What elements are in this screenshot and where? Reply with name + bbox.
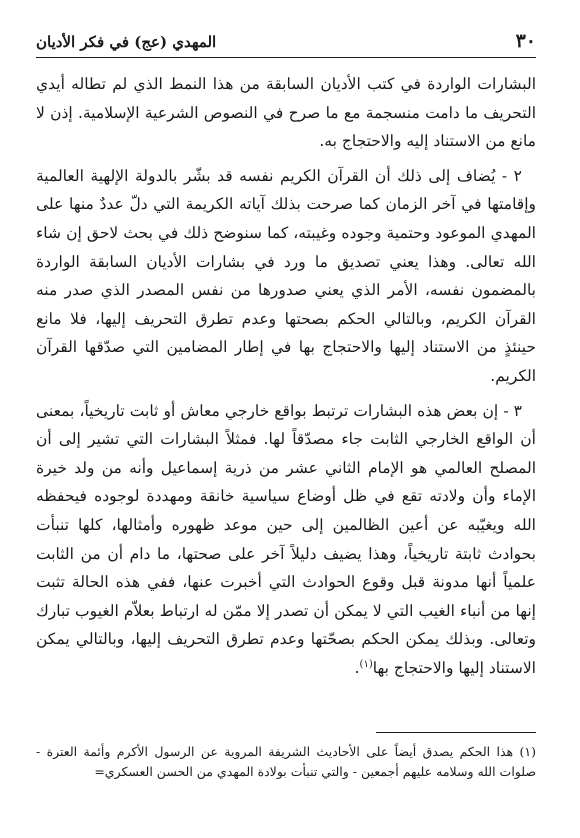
header-rule xyxy=(36,57,536,58)
running-title: المهدي (عج) في فكر الأديان xyxy=(36,33,217,51)
paragraph-point-3-text: ٣ - إن بعض هذه البشارات ترتبط بواقع خارجي معاش أو ثابت تاريخياً، بمعنى أن الواقع الخارجي الثابت جاء مصدّقاً لها. فمثلاً البشارات التي تشير إلى أن المصلح العالمي هو الإمام الثاني عشر من ذرية إسماعيل وأنه من ولد خيرة الإماء وأن ولادته تقع في ظل أوضاع سياسية خانقة ومهددة لوجوده فيحفظه الله ويغيّبه عن أعين الظالمين إلى حين موعد ظهوره وأمثالها، كلها تنبأت بحوادث ثابتة تاريخياً، وهذا يضيف دليلاً آخر على صحتها، ما دام أن من الثابت علمياً أنها مدونة قبل وقوع الحوادث التي أخبرت عنها، ففي هذه الحالة تثبت إنها من أنباء الغيب التي لا يمكن أن تصدر إلا ممّن له ارتباط بعلاّم الغيوب تبارك وتعالى. وبذلك يمكن الحكم بصحّتها وعدم تطرق التحريف إليها، وبالتالي يمكن الاستناد إليها والاحتجاج بها xyxy=(36,401,536,677)
footnote-rule xyxy=(376,732,536,733)
paragraph-continuation: البشارات الواردة في كتب الأديان السابقة من هذا النمط الذي لم تطاله أيدي التحريف ما دامت منسجمة مع ما صرح في النصوص الشرعية الإسلامية. إذن لا مانع من الاستناد إليه والاحتجاج به. xyxy=(36,75,536,151)
body-text xyxy=(36,70,536,688)
footnote: (١) هذا الحكم يصدق أيضاً على الأحاديث الشريفة المروية عن الرسول الأكرم وأئمة العترة - صلوات الله وسلامه عليهم أجمعين - والتي تنبأت بولادة المهدي من الحسن العسكري= xyxy=(36,744,536,779)
book-page xyxy=(36,30,536,820)
page-header xyxy=(36,30,536,56)
paragraph-point-3: ٣ - إن بعض هذه البشارات ترتبط بواقع خارجي معاش أو ثابت تاريخياً، بمعنى أن الواقع الخارجي الثابت جاء مصدّقاً لها. فمثلاً البشارات التي تشير إلى أن المصلح العالمي هو الإمام الثاني عشر من ذرية إسماعيل وأنه من ولد خيرة الإماء وأن ولادته تقع في ظل أوضاع سياسية خانقة ومهددة لوجوده فيحفظه الله ويغيّبه عن أعين الظالمين إلى حين موعد ظهوره وأمثالها، كلها تنبأت بحوادث ثابتة تاريخياً، وهذا يضيف دليلاً آخر على صحتها، ما دام أن من الثابت علمياً أنها مدونة قبل وقوع الحوادث التي أخبرت عنها، ففي هذه الحالة تثبت إنها من أنباء الغيب التي لا يمكن أن تصدر إلا ممّن له ارتباط بعلاّم الغيوب تبارك وتعالى. وبذلك يمكن الحكم بصحّتها وعدم تطرق التحريف إليها، وبالتالي يمكن الاستناد إليها والاحتجاج بها$^{(١)}$. xyxy=(36,401,536,677)
page-number: ٣٠ xyxy=(515,30,536,52)
paragraph-point-2: ٢ - يُضاف إلى ذلك أن القرآن الكريم نفسه قد بشّر بالدولة الإلهية العالمية وإقامتها في آخر الزمان كما صرحت بذلك آياته الكريمة التي دلّ عددٌ منها على المهدي الموعود وحتمية وجوده وغيبته، كما سنوضح ذلك في بحث لاحق إن شاء الله تعالى. وهذا يعني تصديق ما ورد في بشارات الأديان السابقة الواردة بالمضمون نفسه، الأمر الذي يعني صدورها من نفس المصدر الذي صدر منه القرآن الكريم، وبالتالي الحكم بصحتها وعدم تطرق التحريف إليها، فلا مانع حينئذٍ من الاستناد إليها والاحتجاج بها في إطار المضامين التي صدّقها القرآن الكريم. xyxy=(36,166,536,385)
footnote-reference[interactable]: (١) xyxy=(359,658,373,670)
